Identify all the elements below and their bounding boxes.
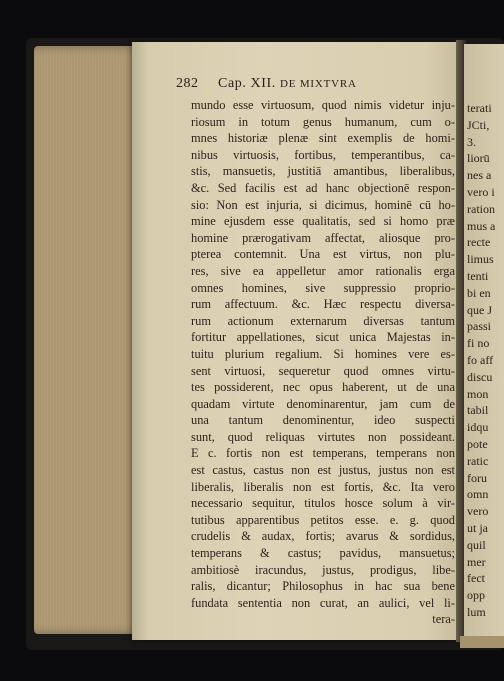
facing-page-line: fi no — [467, 336, 490, 351]
facing-page-line: vero i — [467, 185, 495, 199]
text-line: tera- — [432, 612, 455, 627]
text-line: mine ejusdem esse qualitatis, sed si homo præ — [191, 214, 455, 229]
facing-page-line: mer — [467, 554, 486, 569]
facing-page-line: ration — [467, 201, 495, 216]
text-line: E c. fortis non est temperans, temperans non — [191, 446, 455, 461]
facing-page-line: passi — [467, 319, 491, 334]
text-line: res, sive ea appelletur amor rationalis erga — [191, 263, 455, 278]
facing-page-line: quil — [467, 537, 486, 552]
text-line: sio: Non est injuria, si dicimus, hominē cū ho- — [191, 197, 455, 212]
text-line: mundo esse virtuosum, quod nimis videtur inju- — [191, 98, 455, 112]
facing-page-line: foru — [467, 470, 487, 485]
text-line: nibus virtuosis, fortibus, temperantibus, ca- — [191, 147, 455, 162]
facing-page-line: que J — [467, 302, 492, 317]
body-text — [191, 97, 455, 628]
text-line: necessario sequitur, titulos hosce solum à vir- — [191, 496, 455, 511]
facing-page-line: terati — [467, 101, 492, 115]
running-head-title — [218, 76, 357, 92]
text-line: rum affectuum. &c. Hæc respectu diversa- — [191, 297, 455, 312]
right-page-edge — [460, 636, 504, 648]
text-line: tuitu plurium regalium. Si homines vere es- — [191, 346, 455, 361]
text-line: pterea contemnit. Una est virtus, non plu- — [191, 247, 455, 262]
text-line: liberalis, liberalis non est fortis, &c. Ita vero — [191, 479, 455, 494]
facing-page-line: lum — [467, 605, 486, 619]
facing-page-line: ut ja — [467, 521, 488, 535]
facing-page-line: fo aff — [467, 353, 494, 367]
text-line: tutibus apparentibus petitos esse. e. g. quod — [191, 512, 455, 527]
page-number: 282 — [176, 76, 199, 91]
facing-page-line: bi en — [467, 285, 491, 300]
facing-page-line: pote — [467, 437, 488, 451]
text-line: homine prærogativam affectat, aliosque pro- — [191, 230, 455, 245]
facing-page-line: 3. — [467, 134, 476, 149]
facing-page-line: tabil — [467, 403, 489, 418]
facing-page-line: recte — [467, 235, 491, 250]
text-line: &c. Sed facilis est ad hanc objectionē respon- — [191, 180, 455, 195]
facing-page-line: vero — [467, 504, 489, 519]
facing-page-line: opp — [467, 588, 485, 603]
facing-page-line: limus — [467, 252, 494, 267]
facing-page-line: JCti, — [467, 117, 490, 132]
text-line: tes possiderent, nec opus haberent, ut de una — [191, 380, 455, 395]
facing-page-line: tenti — [467, 269, 489, 283]
text-line: temperans & castus; pavidus, mansuetus; — [191, 546, 455, 561]
chapter-subtitle: DE MIXTVRA — [280, 78, 357, 90]
facing-page-line: discu — [467, 369, 493, 384]
text-line: est castus, castus non est justus, justus non est — [191, 463, 455, 478]
text-line: crudelis & audax, fortis; avarus & sordidus, — [191, 529, 455, 544]
facing-page-line: mus a — [467, 218, 496, 233]
text-line: ambitiosè iracundus, justus, prodigus, libe- — [191, 562, 455, 577]
chapter-label: Cap. XII. — [218, 76, 276, 91]
text-line: sunt, quod reliquas virtutes non possideant. — [191, 429, 455, 444]
facing-page-line: ratic — [467, 453, 489, 468]
text-line: fortitur appellationes, sicut unica Majestas in- — [191, 330, 455, 345]
text-line: quadam virtute denominarentur, jam cum de — [191, 396, 455, 411]
text-line: fundata sententia non curat, an aulici, vel li- — [191, 595, 455, 610]
text-line: ralis, dicantur; Philosophus in hac sua bene — [191, 579, 455, 594]
facing-page-line: fect — [467, 571, 485, 586]
right-page-fragment — [464, 44, 504, 638]
facing-page-line: omn — [467, 487, 489, 502]
text-line: riosum in totum genus humanum, cum o- — [191, 114, 455, 129]
book-fore-edge — [34, 46, 140, 634]
running-head — [176, 76, 466, 94]
text-line: stis, mansuetis, justitiā amantibus, liberalibus, — [191, 164, 455, 179]
facing-page-line: mon — [467, 386, 489, 401]
facing-page-line: nes a — [467, 168, 492, 183]
facing-page-line: liorū — [467, 151, 490, 166]
text-line: una tantum denominentur, ideo suspecti — [191, 413, 455, 428]
facing-page-line: idqu — [467, 420, 489, 435]
text-line: sent virtuosi, sequeretur quod omnes virtu- — [191, 363, 455, 378]
text-line: rum actionum externarum diversas tantum — [191, 313, 455, 328]
text-line: omnes homines, sive suppressio proprio- — [191, 280, 455, 295]
text-line: mnes historiæ plenæ sint exemplis de homi- — [191, 131, 455, 146]
